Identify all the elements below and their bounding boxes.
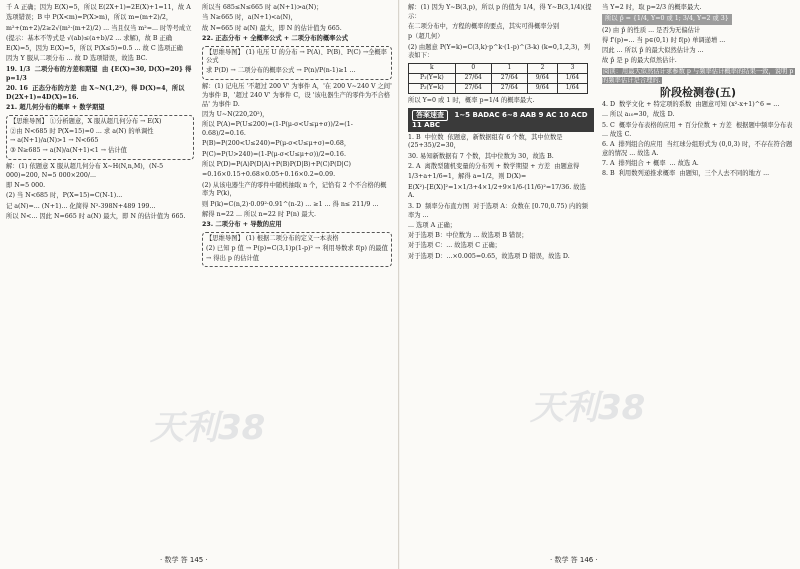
text-line: (提示：基本不等式是 √(ab)≤(a+b)/2 ... 求解)，故 B 正确 xyxy=(6,34,173,42)
text-line: 因为 U~N(220,20²)， xyxy=(202,110,269,118)
text-line xyxy=(602,68,794,86)
table-cell: 1/64 xyxy=(557,74,587,84)
text-line: ... 选项 A 正确； xyxy=(408,221,457,229)
distribution-table xyxy=(408,63,588,94)
table-row xyxy=(409,74,588,84)
text-line: 对于选项 D：...×0.005=0.65，故选项 D 错误，故选 D. xyxy=(408,252,570,260)
text-line: 即 N=5 000. xyxy=(6,182,46,190)
text-line: 所以 P(D)=P(A)P(D|A)+P(B)P(D|B)+P(C)P(D|C) xyxy=(202,160,352,168)
box-line: ②由 N<685 时 P(X=15)=0 ... 求 a(N) 的单调性 xyxy=(10,127,154,135)
box-line: (2) 已知 p 值 → P(p)=C(3,1)p(1-p)² → 利用导数求 f(p) 的最值 xyxy=(206,244,388,252)
text-line: 5. C 概率分布表格的应用 + 百分位数 + 方差 根据题中频率分布表 ... 故选 C. xyxy=(602,121,795,138)
text-line: (2) 从该电器生产的零件中随机抽取 n 个，记恰有 2 个不合格的概率为 P(k)， xyxy=(202,181,387,198)
left-column-2 xyxy=(202,4,392,270)
table-cell: 27/64 xyxy=(491,74,527,84)
table-cell: 9/64 xyxy=(527,84,557,94)
text-line: 6. A 排列组合的应用 当红球分组形式为 (0,0,3) 时，不存在符合题意的情况 ... 故选 A. xyxy=(602,140,793,157)
table-cell: 27/64 xyxy=(455,84,491,94)
table-row xyxy=(409,84,588,94)
text-line: 解：(1) 依题意 X 服从超几何分布 X~H(N,n,M)，(N-5 000)=200, N=5 000×200/... xyxy=(6,162,166,179)
highlighted-text: 阅读：用最大似然估计求参数 p 与频率估计概率的结果一致，说明 p 的频率估计是合理的. xyxy=(602,67,796,84)
box-line: 求 P(D) → 二项分布的概率公式 → P(n)/P(n-1)≥1 ... xyxy=(206,67,356,75)
text-line: 7. A 排列组合 + 概率 ... 故选 A. xyxy=(602,159,699,167)
box-line: 【思维导图】 (1) 电压 U 的分布 → P(A)、P(B)、P(C) →全概率公式 xyxy=(206,48,387,65)
text-line: 解：(1) 因为 Y~B(3,p)，所以 p 的值为 1/4，得 Y~B(3,1/4)(提示： xyxy=(408,4,592,20)
text-line: 在二项分布中，方程的概率的要点，其实可得概率分别 xyxy=(408,23,560,31)
table-cell: 27/64 xyxy=(491,84,527,94)
right-column-2 xyxy=(602,4,794,181)
text-line: 对于选项 C：... 故选项 C 正确； xyxy=(408,242,501,250)
text-line: 2. A 离散型随机变量的分布列 + 数学期望 + 方差 由题意得 xyxy=(408,163,580,171)
table-cell: 3 xyxy=(557,64,587,74)
table-cell: P₂(Y=k) xyxy=(409,84,456,94)
box-line: → 得出 p 的估计值 xyxy=(206,254,260,262)
text-line: 所以 P(A)=P(U≤200)=(1-P(μ-σ<U≤μ+σ))/2=(1-0.68)/2=0.16. xyxy=(202,121,353,138)
text-line: =0.16×0.15+0.68×0.05+0.16×0.2=0.09. xyxy=(202,171,336,179)
mind-map-box xyxy=(202,232,392,267)
answer-bar-text: 1~5 BADAC 6~8 AAB 9 AC 10 ACD 11 ABC xyxy=(412,111,588,129)
question-21-title: 21. 超几何分布的概率 + 数学期望 xyxy=(6,103,105,111)
watermark: 天利38 xyxy=(150,408,266,448)
text-line: 千 A 正确；因为 E(X)=5，所以 E(2X+1)=2E(X)+1=11，故 A xyxy=(6,4,191,11)
text-line: E(X)=5，因为 E(X)=5，所以 P(X≤5)=0.5 ... 故 C 选项正确 xyxy=(6,45,183,53)
text-line: 所以 N<... 因此 N=665 时 a(N) 最大，即 N 的估计值为 665. xyxy=(6,212,186,220)
text-line: 1. B 中位数 依题意，新数据组有 6 个数，其中位数是 (25+35)/2=30， xyxy=(408,133,565,150)
table-cell: P₁(Y=k) xyxy=(409,74,456,84)
table-cell: 2 xyxy=(527,64,557,74)
page-footer: · 数学 答 146 · xyxy=(550,556,598,564)
text-line: 故 p̂ 是 p 的最大似然估计. xyxy=(602,57,677,65)
text-line: E(X²)-[E(X)]²=1×1/3+4×1/2+9×1/6-(11/6)²=17/36. 故选 A. xyxy=(408,183,588,200)
page-footer: · 数学 答 145 · xyxy=(160,556,208,564)
text-line: 故 N=665 时 a(N) 最大，即 N 的估计值为 665. xyxy=(202,24,342,32)
box-line: 【思维导图】 ①分析题意，X 服从超几何分布 → E(X) xyxy=(10,117,162,125)
watermark: 天利38 xyxy=(530,388,646,428)
box-line: ③ N≥685 → a(N)/a(N+1)<1 → 估计值 xyxy=(10,147,127,155)
table-header-row xyxy=(409,64,588,74)
text-line: ... 所以 a₁₀=30，故选 D. xyxy=(602,111,675,119)
mind-map-box xyxy=(202,46,392,80)
table-cell: 27/64 xyxy=(455,74,491,84)
table-cell: 9/64 xyxy=(527,74,557,84)
text-line: 4. D 数学文化 + 特定项的系数 由题意可知 (x²-x+1)^6 = ... xyxy=(602,101,780,109)
left-column-1 xyxy=(6,4,194,223)
text-line: 30. 易知新数据有 7 个数，其中位数为 30，故选 B. xyxy=(408,152,554,160)
text-line: 因为 Y 服从二项分布 ... 故 D 选项错误，故选 BC. xyxy=(6,55,148,63)
right-column-1 xyxy=(408,4,594,263)
table-cell: k xyxy=(409,64,456,74)
text-line: m²+(m+2)/2≥2√(m²·(m+2)/2) ... 当且仅当 m²=... 时等号成立 xyxy=(6,24,192,32)
table-cell: 0 xyxy=(455,64,491,74)
text-line: 1/3+a+1/6=1，解得 a=1/2，则 D(X)= xyxy=(408,173,527,181)
text-line: 选项错误；B 中 P(X<m)=P(X>m)，所以 m=(m+2)/2， xyxy=(6,14,173,22)
text-line: 解：(1) 记电压 '不超过 200 V' 为事件 A，'在 200 V~240 V 之间' 为事件 B，'超过 240 V' 为事件 C，设 '该电器生产的零件为不合格品' 为事件 D. xyxy=(202,83,394,108)
text-line: 则 P(k)=C(n,2)·0.09²·0.91^(n-2) ... ≥1 ... 得 n≤ 211/9 ... xyxy=(202,200,379,208)
text-line: 对于选项 B：中位数为 ... 故选项 B 错误； xyxy=(408,232,528,240)
mind-map-box xyxy=(6,115,194,160)
text-line: 8. B 利用数列递推求概率 由题知，三个人去不同的地方 ... xyxy=(602,170,770,178)
question-23-title: 23. 二项分布 + 导数的应用 xyxy=(202,221,282,229)
text-line: 当 N≥665 时，a(N+1)<a(N)， xyxy=(202,14,297,22)
question-22-title: 22. 正态分布 + 全概率公式 + 二项分布的概率公式 xyxy=(202,34,349,42)
text-line: 3. D 频率分布直方图 对于选项 A：众数在 [0.70,0.75) 内的频率为 ... xyxy=(408,202,588,219)
text-line: 因此 ... 所以 p̂ 的最大似然估计为 ... xyxy=(602,47,704,55)
formula-block: 所以 p̂ = {1/4, Y=0 或 1; 3/4, Y=2 或 3} xyxy=(602,14,732,25)
text-line: (2) 由题意 P(Y=k)=C(3,k)·p^k·(1-p)^(3-k) (k=0,1,2,3)，列表如下： xyxy=(408,43,591,60)
text-line: (2) 由 p̂ 的性质 ... 是否为无偏估计 xyxy=(602,26,701,34)
section-title: 阶段检测卷(五) xyxy=(659,86,737,100)
text-line: 解得 n=22 ... 所以 n=22 时 P(n) 最大. xyxy=(202,210,316,218)
answer-quick-check-bar xyxy=(408,108,594,132)
text-line: p（超几何） xyxy=(408,33,444,41)
text-line: 得 f'(p)=... 当 p∈(0,1) 时 f(p) 单调递增 ... xyxy=(602,36,726,44)
table-cell: 1 xyxy=(491,64,527,74)
text-line: (2) 当 N<685 时，P(X=15)=C(N-1)... xyxy=(6,192,123,200)
question-19: 19. 1/3 二项分布的方差和期望 由 {E(X)=30, D(X)=20} 得 p=1/3 xyxy=(6,65,194,82)
text-line: 记 a(N)=... (N+1)... 化简得 N²-398N+489 199... xyxy=(6,202,156,210)
text-line: 当 Y=2 时，取 p=2/3 的概率最大. xyxy=(602,4,702,11)
text-line xyxy=(602,14,794,25)
left-page xyxy=(0,0,399,569)
text-line: 所以当 685≤N≤665 时 a(N+1)>a(N)； xyxy=(202,4,323,11)
box-line: 【思维导图】 (1) 根据二项分布的定义一本表格 xyxy=(206,235,339,243)
box-line: → a(N+1)/a(N)>1 → N<665 xyxy=(10,137,99,145)
question-20: 20. 16 正态分布的方差 由 X~N(1,2²)，得 D(X)=4，所以 D(2X+1)=4D(X)=16. xyxy=(6,84,187,101)
answer-bar-label: 答案速查 xyxy=(412,110,448,121)
table-cell: 1/64 xyxy=(557,84,587,94)
right-page xyxy=(400,0,800,569)
text-line: P(C)=P(U>240)=(1-P(μ-σ<U≤μ+σ))/2=0.16. xyxy=(202,150,346,158)
text-line: 所以 Y=0 或 1 时，概率 p=1/4 的概率最大. xyxy=(408,97,535,105)
text-line: P(B)=P(200<U≤240)=P(μ-σ<U≤μ+σ)=0.68， xyxy=(202,140,351,148)
